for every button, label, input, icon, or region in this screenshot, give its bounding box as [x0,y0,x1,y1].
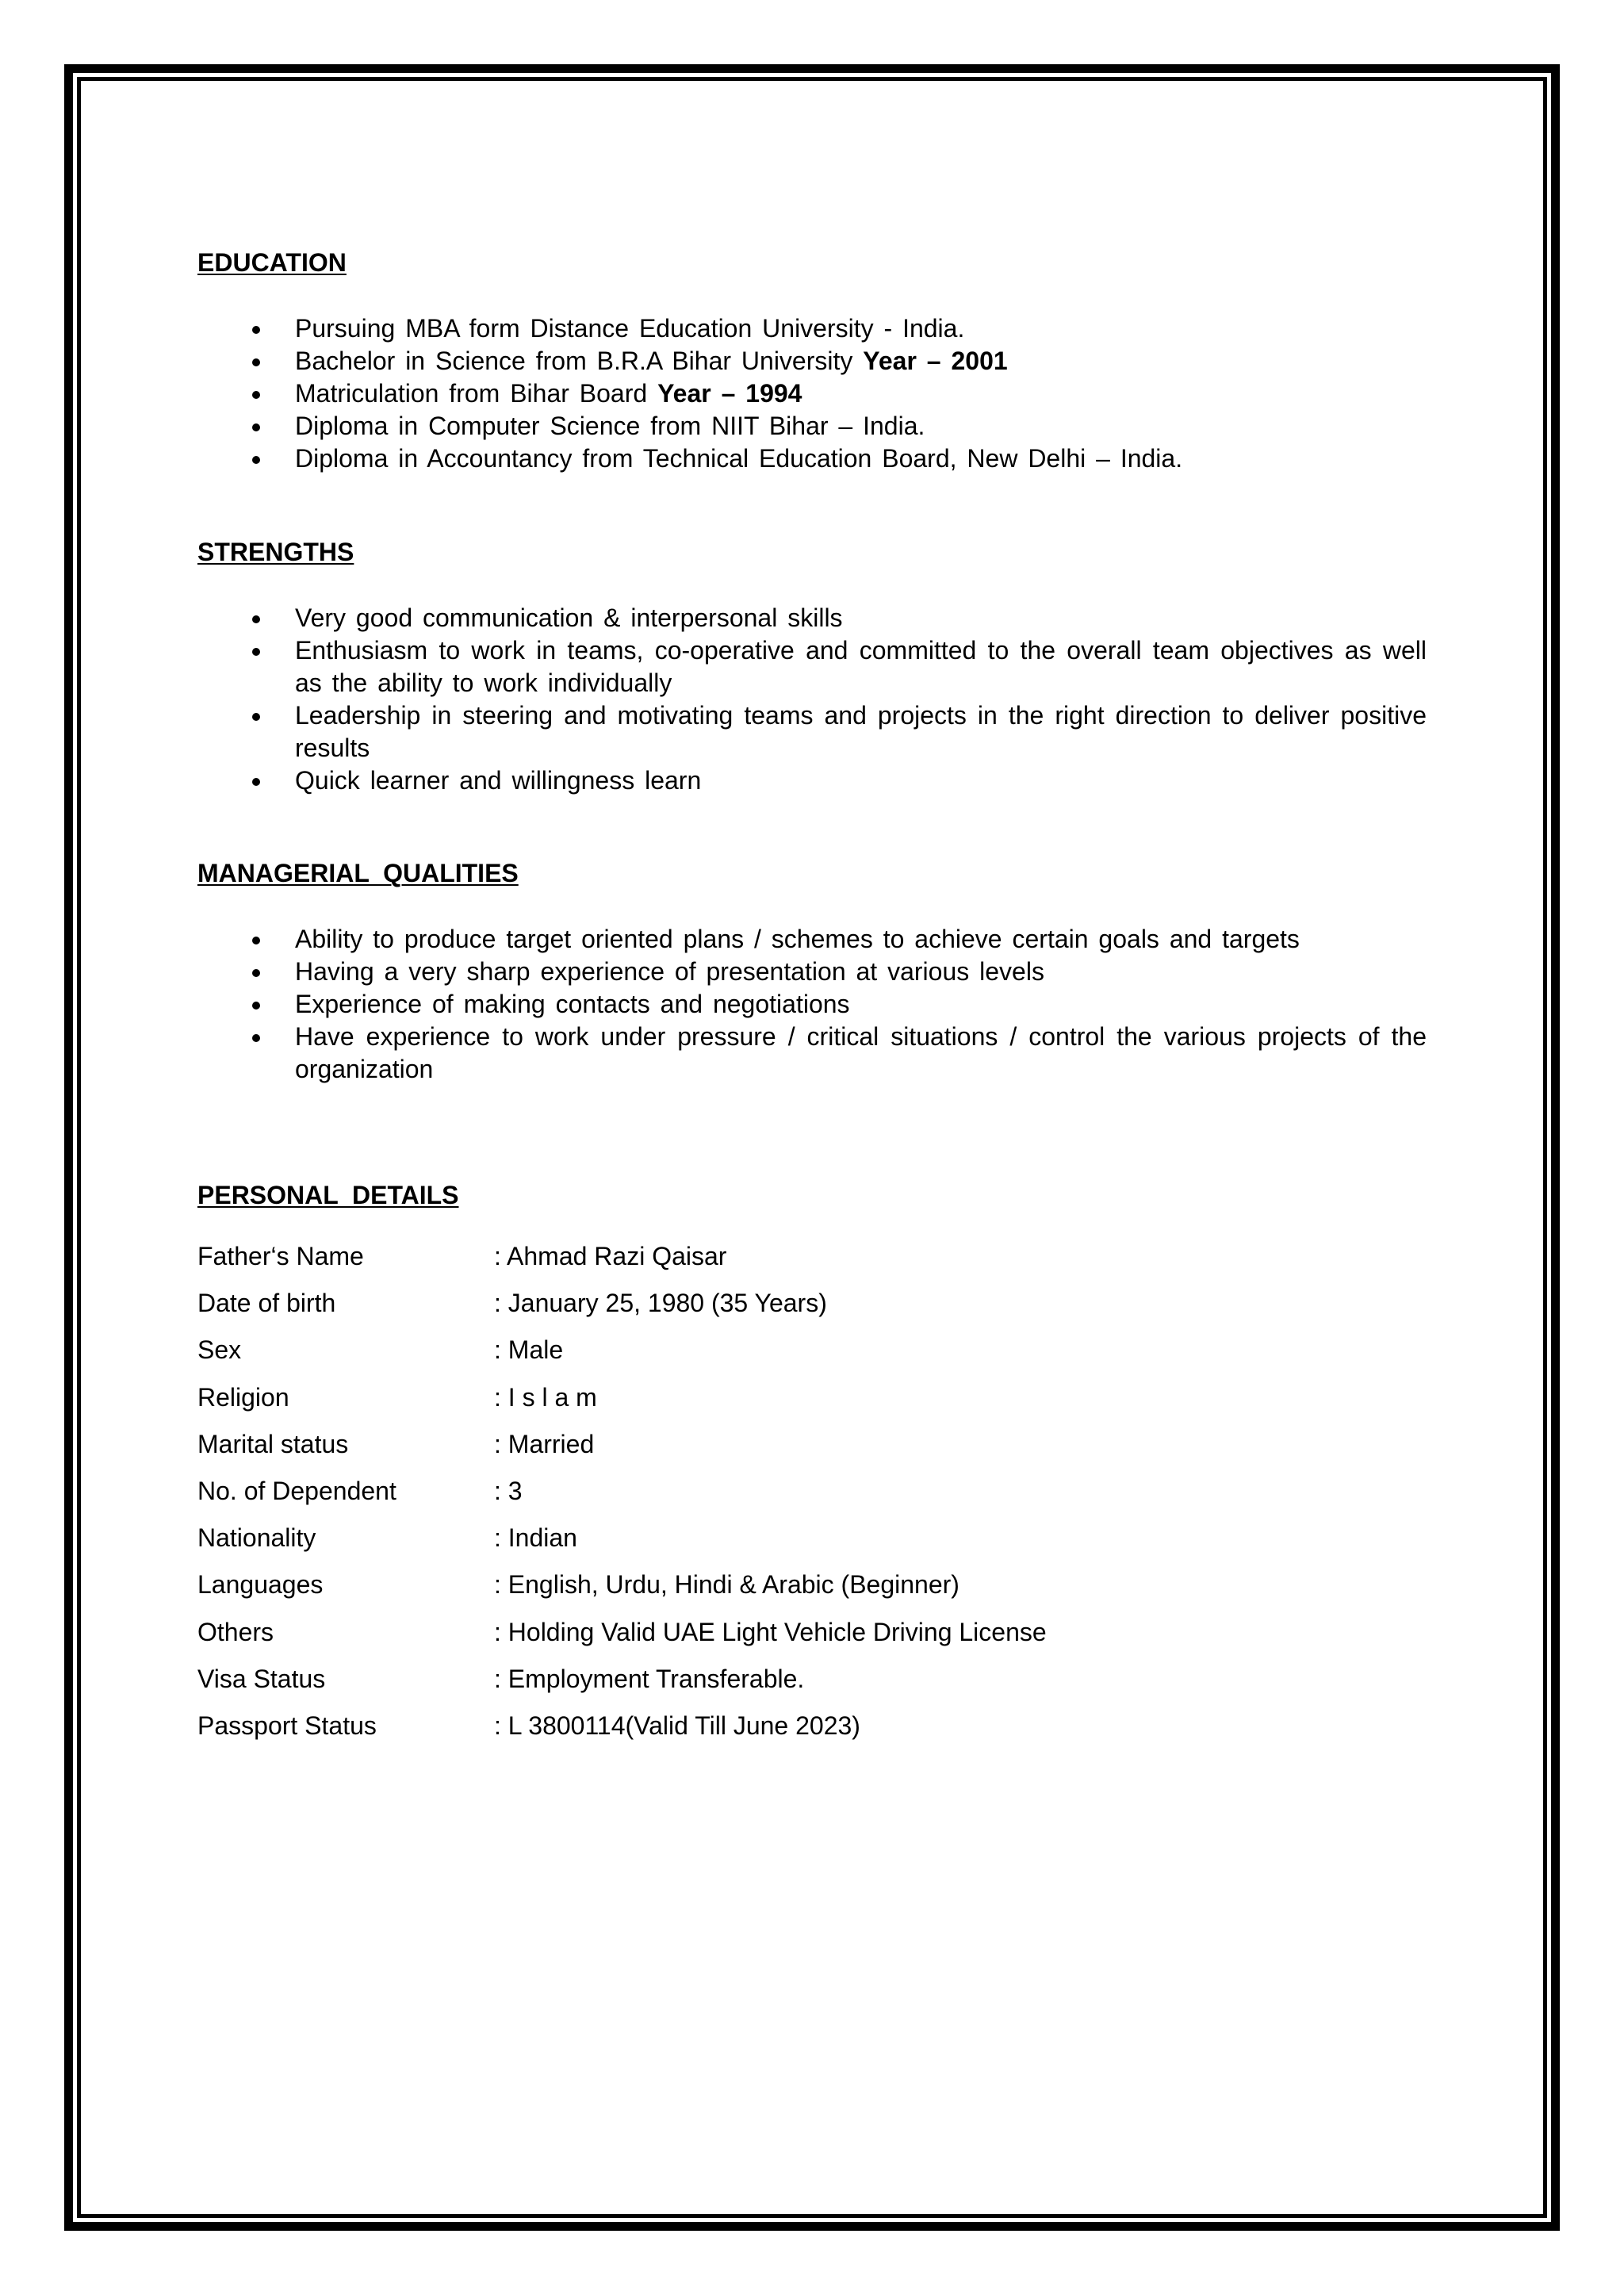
strength-item [197,764,1434,797]
managerial-item [197,956,1434,988]
managerial-item-line: organization [295,1055,434,1083]
strength-item-line: Quick learner and willingness learn [295,766,702,795]
detail-row [197,1656,1434,1703]
detail-value: : January 25, 1980 (35 Years) [494,1289,827,1318]
strengths-heading: STRENGTHS [197,538,354,566]
strength-item [197,699,1434,764]
detail-row [197,1280,1434,1327]
detail-label: Date of birth [197,1289,336,1318]
bullet-icon [252,391,260,399]
detail-label: Sex [197,1335,242,1365]
education-item-text: Diploma in Accountancy from Technical Education Board, New Delhi – India. [295,444,1183,473]
personal-details-table [197,1233,1434,1749]
detail-value: : Holding Valid UAE Light Vehicle Driving License [494,1617,1047,1646]
detail-value: : English, Urdu, Hindi & Arabic (Beginner) [494,1570,959,1600]
bullet-icon [252,423,260,431]
detail-row [197,1327,1434,1374]
personal-details-section [197,1179,1434,1749]
bullet-icon [252,1034,260,1042]
education-item [197,345,1434,377]
managerial-qualities-section [197,857,1434,1086]
bullet-icon [252,778,260,786]
managerial-item-line: Having a very sharp experience of presentation at various levels [295,957,1044,986]
bullet-icon [252,456,260,464]
detail-label: Others [197,1617,274,1646]
managerial-item [197,923,1434,956]
detail-row [197,1515,1434,1561]
managerial-item [197,988,1434,1021]
education-heading: EDUCATION [197,248,347,277]
bullet-icon [252,713,260,721]
education-list [197,312,1434,475]
detail-row [197,1233,1434,1280]
strengths-section [197,536,1434,797]
detail-value: : Employment Transferable. [494,1664,805,1693]
bullet-icon [252,326,260,334]
bullet-icon [252,937,260,944]
education-section [197,247,1434,475]
detail-label: Nationality [197,1523,316,1553]
detail-value: : Male [494,1335,564,1365]
strength-item-line: Very good communication & interpersonal skills [295,603,843,632]
strength-item-line: Enthusiasm to work in teams, co-operative and committed to the overall team objectives as well [295,636,1427,665]
strength-item [197,634,1434,699]
detail-label: Father‘s Name [197,1242,364,1270]
bullet-icon [252,969,260,977]
detail-row [197,1609,1434,1656]
strength-item [197,602,1434,634]
detail-label: Visa Status [197,1664,326,1693]
education-item-year: Year – 1994 [657,379,802,408]
managerial-item-line: Experience of making contacts and negotiations [295,990,850,1018]
strength-item-line: results [295,734,370,762]
education-item-year: Year – 2001 [863,347,1008,375]
managerial-item [197,1021,1434,1086]
education-item [197,377,1434,410]
bullet-icon [252,1002,260,1010]
detail-row [197,1468,1434,1515]
detail-row [197,1703,1434,1749]
education-item [197,410,1434,443]
managerial-item-line: Ability to produce target oriented plans / schemes to achieve certain goals and targets [295,925,1300,953]
education-item-text: Bachelor in Science from B.R.A Bihar University [295,347,853,375]
education-item [197,312,1434,345]
education-item-text: Matriculation from Bihar Board [295,379,648,408]
detail-value: : Indian [494,1523,577,1553]
managerial-qualities-list [197,923,1434,1086]
detail-row [197,1421,1434,1468]
detail-label: Marital status [197,1429,349,1458]
strength-item-line: Leadership in steering and motivating teams and projects in the right direction to deliver positive [295,701,1427,730]
detail-value: : 3 [494,1476,523,1505]
detail-value: : Married [494,1429,595,1458]
detail-value: : I s l a m [494,1382,597,1412]
detail-row [197,1374,1434,1421]
strength-item-line: as the ability to work individually [295,669,672,697]
detail-label: No. of Dependent [197,1476,396,1505]
education-item-text: Diploma in Computer Science from NIIT Bihar – India. [295,412,925,440]
education-item [197,443,1434,475]
detail-row [197,1561,1434,1608]
detail-label: Passport Status [197,1711,377,1740]
education-item-text: Pursuing MBA form Distance Education University - India. [295,314,965,343]
bullet-icon [252,358,260,366]
personal-details-heading: PERSONAL DETAILS [197,1181,459,1209]
strengths-list [197,602,1434,797]
detail-value: : L 3800114(Valid Till June 2023) [494,1711,860,1740]
detail-label: Languages [197,1570,324,1600]
bullet-icon [252,648,260,656]
managerial-qualities-heading: MANAGERIAL QUALITIES [197,859,519,887]
detail-value: : Ahmad Razi Qaisar [494,1242,727,1270]
detail-label: Religion [197,1382,289,1412]
managerial-item-line: Have experience to work under pressure / critical situations / control the various projects of the [295,1022,1427,1051]
bullet-icon [252,615,260,623]
